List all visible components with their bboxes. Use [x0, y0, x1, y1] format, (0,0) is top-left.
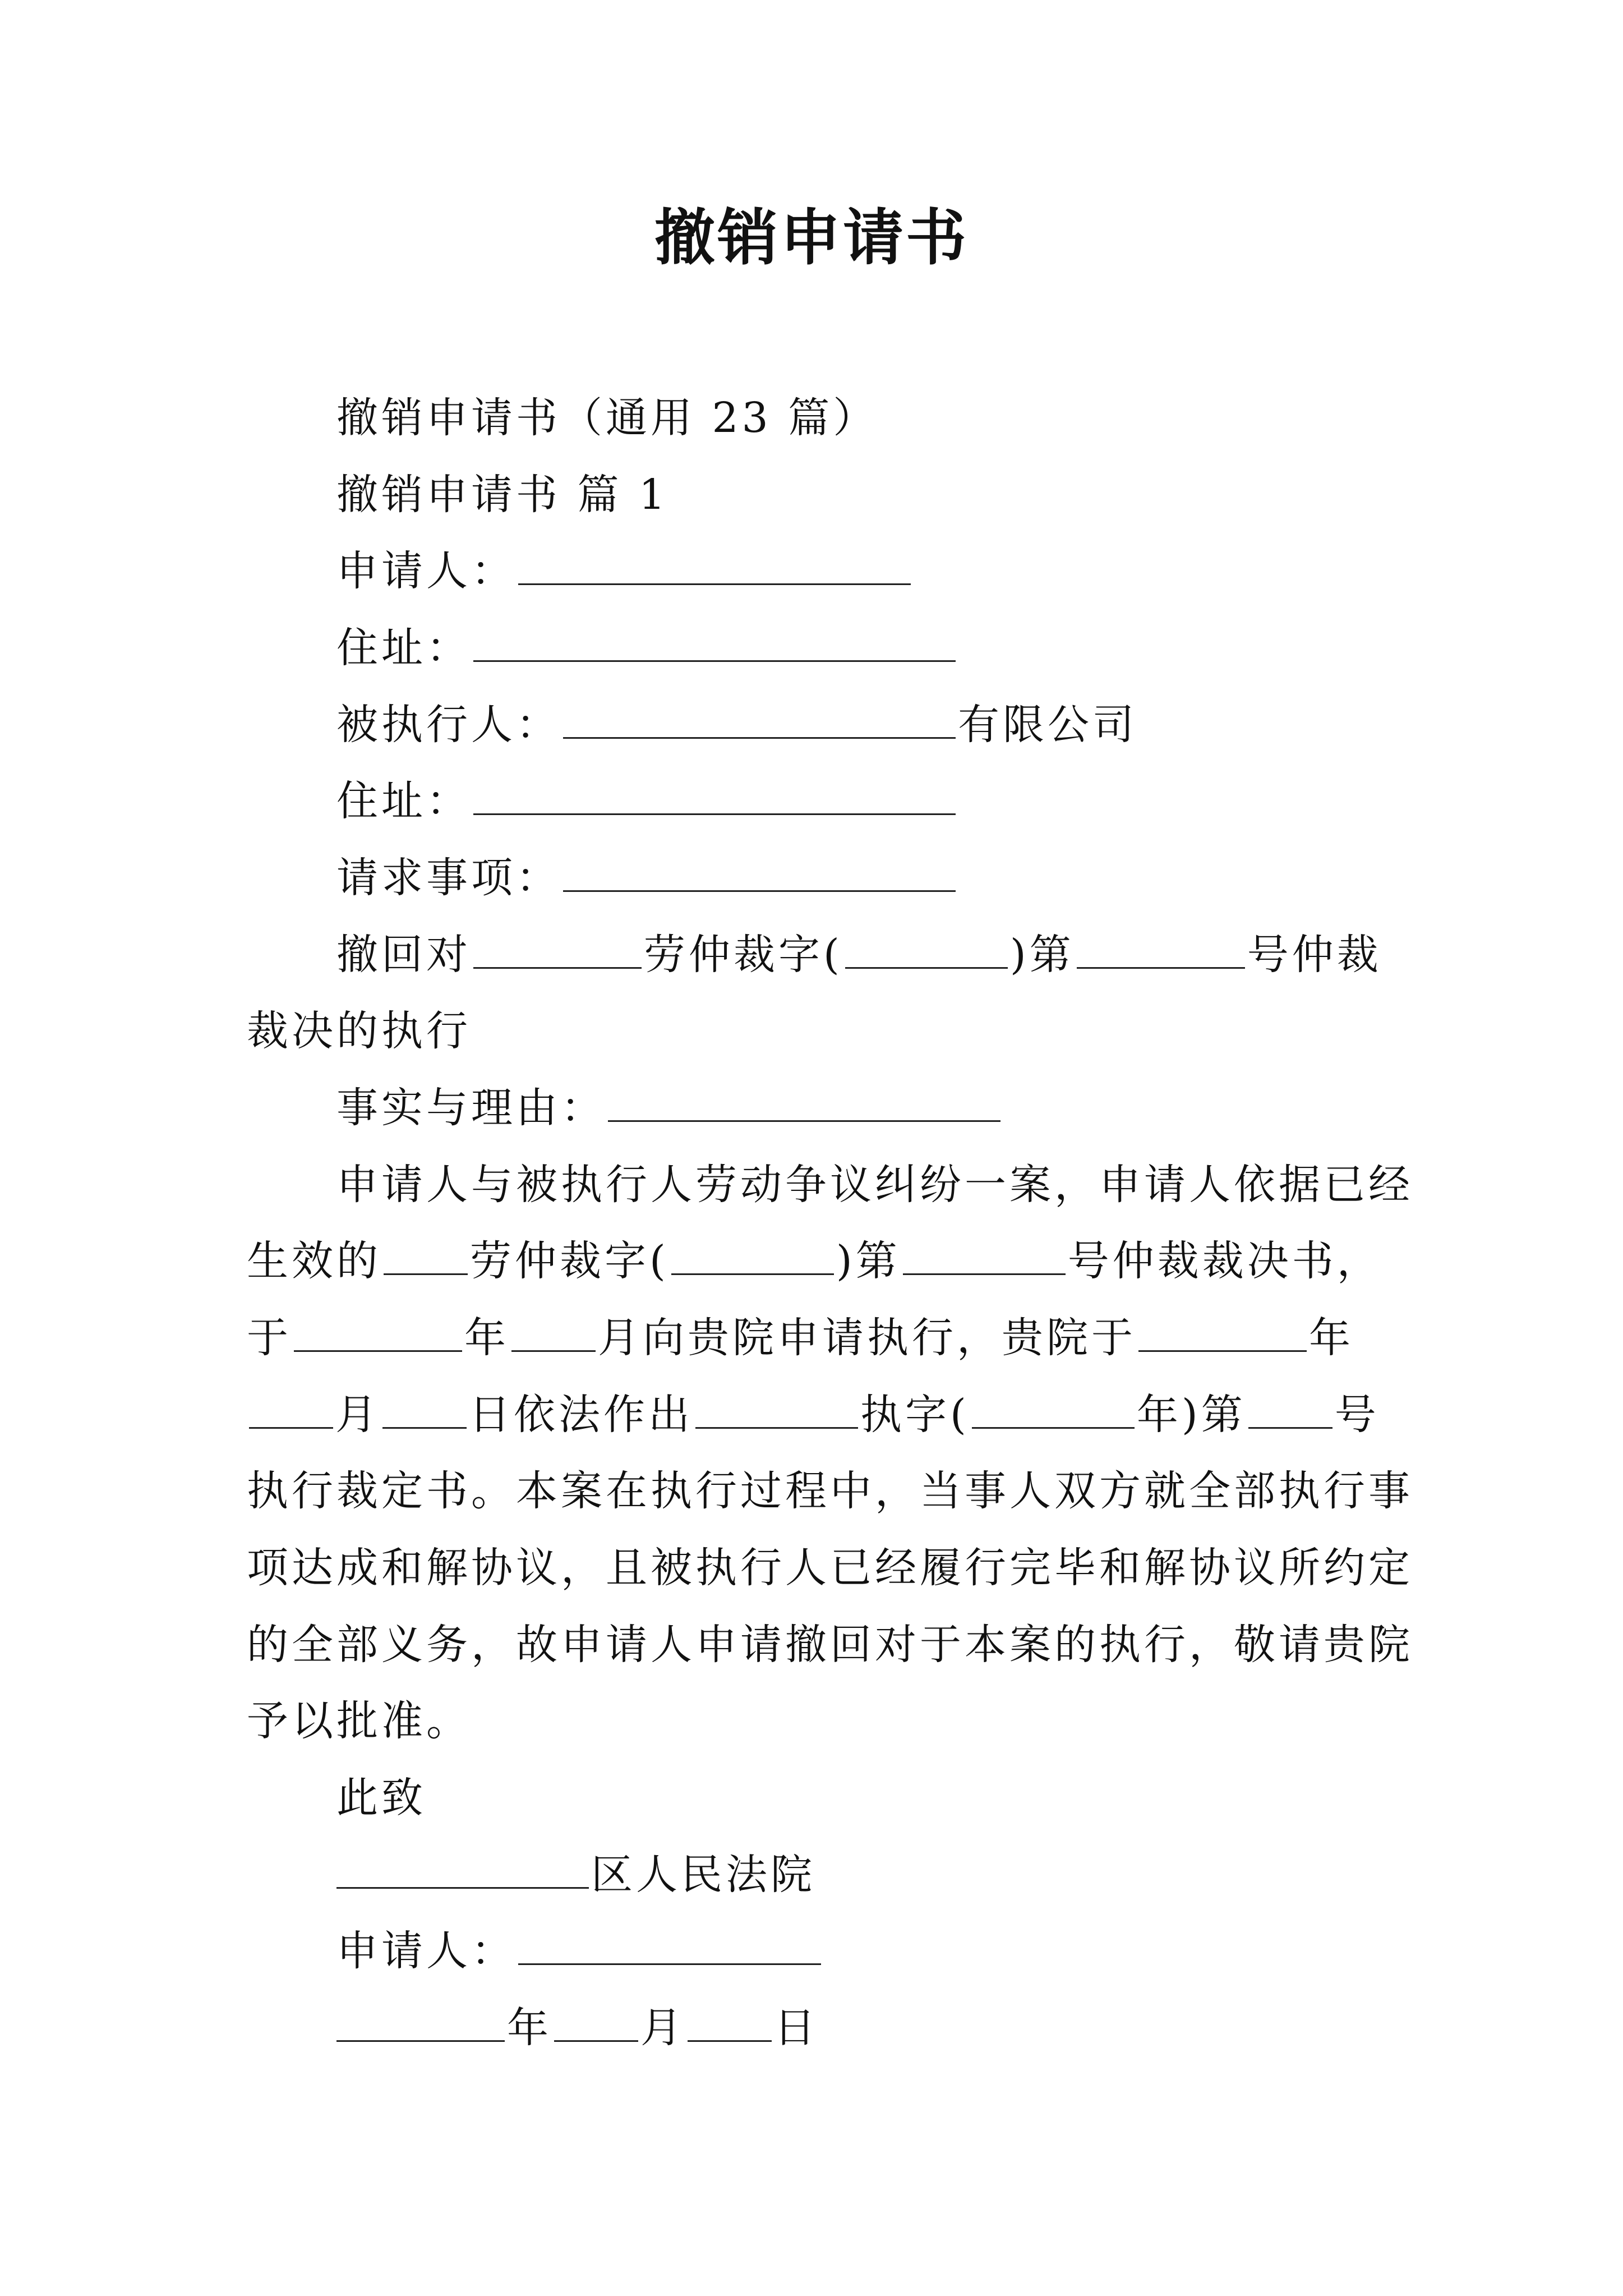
address-label: 住址：: [336, 624, 471, 672]
year-blank: [336, 2005, 505, 2042]
address-blank: [473, 625, 956, 662]
address2-label: 住址：: [336, 777, 471, 825]
request-text-2: 劳仲裁字(: [644, 931, 843, 979]
facts-label: 事实与理由：: [336, 1084, 606, 1132]
request-label: 请求事项：: [336, 854, 561, 902]
respondent-suffix: 有限公司: [958, 701, 1137, 749]
body-line-4: [247, 1387, 1380, 1443]
respondent-blank: [563, 702, 956, 739]
court-suffix: 区人民法院: [591, 1851, 815, 1899]
body-line-8: 予以批准。: [247, 1697, 471, 1745]
court-row: [336, 1847, 815, 1903]
address2-row: [336, 773, 958, 829]
applicant-label: 申请人：: [336, 547, 516, 595]
body-text: 年: [464, 1314, 509, 1362]
date-row: [336, 2000, 819, 2056]
signature-label: 申请人：: [336, 1927, 516, 1975]
body-text: 日依法作出: [469, 1391, 693, 1439]
body-line-5: 执行裁定书。本案在执行过程中，当事人双方就全部执行事: [247, 1467, 1413, 1515]
body-text: 劳仲裁字(: [470, 1237, 669, 1285]
body-text: 年: [1309, 1314, 1354, 1362]
blank: [1248, 1392, 1332, 1429]
request-text-3: )第: [1009, 931, 1075, 979]
facts-row: [336, 1080, 1003, 1136]
subtitle: 撤销申请书（通用 23 篇）: [336, 394, 878, 442]
signature-row: [336, 1923, 823, 1979]
body-text: 年)第: [1136, 1391, 1246, 1439]
body-text: 号: [1334, 1391, 1380, 1439]
body-text: 月向贵院申请执行，贵院于: [598, 1314, 1136, 1362]
blank: [903, 1239, 1066, 1275]
body-text: 于: [247, 1314, 292, 1362]
day-label: 日: [774, 2004, 819, 2052]
respondent-row: [336, 697, 1137, 753]
request-text-4: 号仲裁: [1247, 931, 1382, 979]
body-text: 执字(: [860, 1391, 970, 1439]
body-line-1: 申请人与被执行人劳动争议纠纷一案，申请人依据已经: [336, 1161, 1413, 1209]
month-label: 月: [640, 2004, 685, 2052]
blank: [384, 1239, 468, 1275]
section-heading: 撤销申请书 篇 1: [336, 471, 669, 519]
blank: [382, 1392, 467, 1429]
request-detail-row-2: 裁决的执行: [247, 1007, 471, 1055]
document-title: 撤销申请书: [654, 203, 969, 273]
request-blank-1: [473, 932, 642, 969]
blank: [972, 1392, 1135, 1429]
request-text-1: 撤回对: [336, 931, 471, 979]
blank: [511, 1315, 596, 1352]
body-line-7: 的全部义务，故申请人申请撤回对于本案的执行，敬请贵院: [247, 1621, 1413, 1669]
address2-blank: [473, 779, 956, 815]
blank: [695, 1392, 858, 1429]
applicant-blank: [518, 549, 911, 585]
court-blank: [336, 1852, 589, 1889]
body-line-2: [247, 1233, 1382, 1289]
day-blank: [688, 2005, 772, 2042]
closing: 此致: [336, 1774, 426, 1822]
signature-blank: [518, 1929, 821, 1965]
respondent-label: 被执行人：: [336, 701, 561, 749]
blank: [294, 1315, 462, 1352]
body-text: 号仲裁裁决书，: [1067, 1237, 1382, 1285]
body-text: 月: [335, 1391, 380, 1439]
request-blank: [563, 855, 956, 892]
body-line-3: [247, 1310, 1354, 1366]
blank: [1138, 1315, 1307, 1352]
request-blank-3: [1077, 932, 1245, 969]
body-text: 生效的: [247, 1237, 381, 1285]
year-label: 年: [507, 2004, 552, 2052]
request-detail-row: [336, 927, 1382, 983]
blank: [249, 1392, 333, 1429]
request-row: [336, 850, 958, 906]
request-blank-2: [845, 932, 1008, 969]
month-blank: [554, 2005, 638, 2042]
address-row: [336, 620, 958, 676]
blank: [671, 1239, 834, 1275]
body-line-6: 项达成和解协议，且被执行人已经履行完毕和解协议所约定: [247, 1544, 1413, 1592]
facts-blank: [608, 1085, 1000, 1122]
body-text: )第: [836, 1237, 901, 1285]
applicant-row: [336, 543, 913, 599]
